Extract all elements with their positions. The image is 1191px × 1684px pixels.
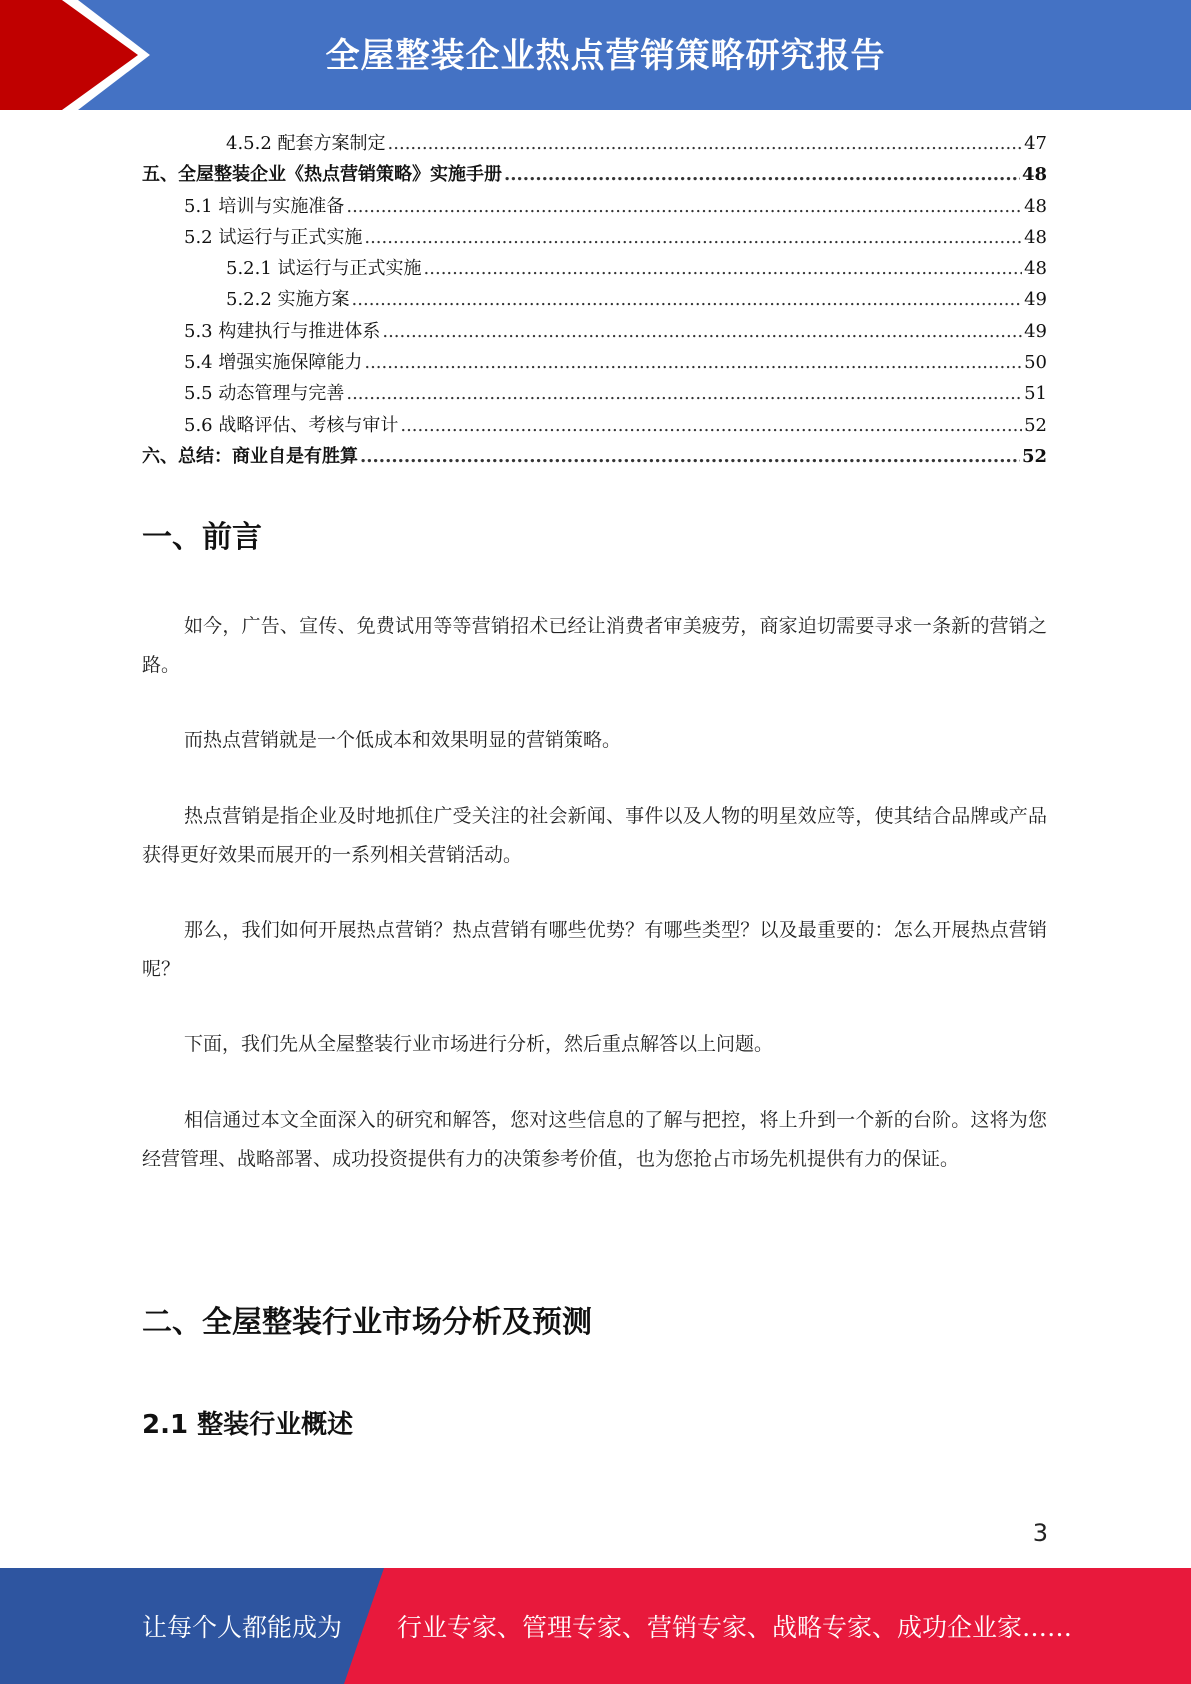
section-heading-preface: 一、前言 bbox=[142, 520, 262, 555]
toc-entry-title: 五、全屋整装企业《热点营销策略》实施手册 bbox=[142, 164, 502, 186]
toc-leader-dots bbox=[382, 316, 1022, 347]
toc-leader-dots bbox=[364, 222, 1022, 253]
toc-entry-page: 51 bbox=[1024, 383, 1047, 405]
page-footer bbox=[0, 1568, 1191, 1684]
toc-entry-title: 5.3 构建执行与推进体系 bbox=[184, 320, 381, 342]
paragraph: 相信通过本文全面深入的研究和解答，您对这些信息的了解与把控，将上升到一个新的台阶。这将为您经营管理、战略部署、成功投资提供有力的决策参考价值，也为您抢占市场先机提供有力的保证。 bbox=[142, 1109, 1047, 1170]
toc-leader-dots bbox=[352, 284, 1023, 315]
toc-entry[interactable] bbox=[142, 410, 1047, 441]
paragraph: 热点营销是指企业及时地抓住广受关注的社会新闻、事件以及人物的明星效应等，使其结合品牌或产品获得更好效果而展开的一系列相关营销活动。 bbox=[142, 805, 1047, 866]
toc-entry-title: 4.5.2 配套方案制定 bbox=[226, 133, 386, 154]
toc-entry-page: 52 bbox=[1021, 445, 1047, 467]
toc-entry-title: 5.4 增强实施保障能力 bbox=[184, 352, 363, 374]
toc-entry[interactable] bbox=[142, 128, 1047, 159]
toc-leader-dots bbox=[424, 253, 1023, 284]
subsection-heading: 2.1 整装行业概述 bbox=[142, 1410, 354, 1440]
toc-entry-title: 5.2.2 实施方案 bbox=[226, 289, 350, 311]
toc-leader-dots bbox=[400, 410, 1022, 441]
toc-leader-dots bbox=[364, 347, 1022, 378]
toc-entry-page: 47 bbox=[1024, 133, 1047, 154]
toc-entry-page: 48 bbox=[1024, 258, 1047, 280]
toc-entry-title: 5.2 试运行与正式实施 bbox=[184, 226, 363, 248]
toc-leader-dots bbox=[360, 441, 1020, 472]
toc-entry-title: 5.5 动态管理与完善 bbox=[184, 383, 345, 405]
toc-entry[interactable] bbox=[142, 316, 1047, 347]
toc-entry[interactable] bbox=[142, 347, 1047, 378]
toc-entry-title: 5.6 战略评估、考核与审计 bbox=[184, 414, 399, 436]
footer-slogan-roles: 行业专家、管理专家、营销专家、战略专家、成功企业家…… bbox=[397, 1613, 1073, 1642]
page-header bbox=[0, 0, 1191, 110]
toc-entry[interactable] bbox=[142, 284, 1047, 315]
toc-leader-dots bbox=[388, 128, 1023, 159]
toc-entry-page: 50 bbox=[1024, 352, 1047, 374]
section-heading-market-analysis: 二、全屋整装行业市场分析及预测 bbox=[142, 1305, 592, 1340]
toc-entry[interactable] bbox=[142, 159, 1047, 190]
paragraph: 如今，广告、宣传、免费试用等等营销招术已经让消费者审美疲劳，商家迫切需要寻求一条新的营销之路。 bbox=[142, 615, 1047, 676]
toc-leader-dots bbox=[504, 159, 1020, 190]
toc-entry-page: 48 bbox=[1024, 195, 1047, 217]
toc-entry-title: 六、总结：商业自是有胜算 bbox=[142, 445, 358, 467]
toc-entry-page: 48 bbox=[1024, 226, 1047, 248]
table-of-contents bbox=[142, 128, 1047, 472]
report-title: 全屋整装企业热点营销策略研究报告 bbox=[325, 36, 886, 76]
footer-slogan-lead: 让每个人都能成为 bbox=[142, 1613, 343, 1642]
toc-leader-dots bbox=[346, 378, 1022, 409]
toc-entry[interactable] bbox=[142, 253, 1047, 284]
toc-entry-title: 5.1 培训与实施准备 bbox=[184, 195, 345, 217]
paragraph: 下面，我们先从全屋整装行业市场进行分析，然后重点解答以上问题。 bbox=[184, 1033, 774, 1055]
toc-entry[interactable] bbox=[142, 441, 1047, 472]
toc-entry-page: 49 bbox=[1024, 289, 1047, 311]
toc-entry-page: 49 bbox=[1024, 320, 1047, 342]
toc-entry[interactable] bbox=[142, 378, 1047, 409]
toc-leader-dots bbox=[346, 191, 1022, 222]
paragraph: 而热点营销就是一个低成本和效果明显的营销策略。 bbox=[184, 729, 622, 751]
toc-entry-title: 5.2.1 试运行与正式实施 bbox=[226, 258, 422, 280]
toc-entry[interactable] bbox=[142, 222, 1047, 253]
toc-entry-page: 52 bbox=[1024, 414, 1047, 436]
toc-entry-page: 48 bbox=[1021, 164, 1047, 186]
paragraph: 那么，我们如何开展热点营销？热点营销有哪些优势？有哪些类型？以及最重要的：怎么开展热点营销呢？ bbox=[142, 919, 1047, 980]
page-number: 3 bbox=[1032, 1519, 1048, 1547]
toc-entry[interactable] bbox=[142, 191, 1047, 222]
